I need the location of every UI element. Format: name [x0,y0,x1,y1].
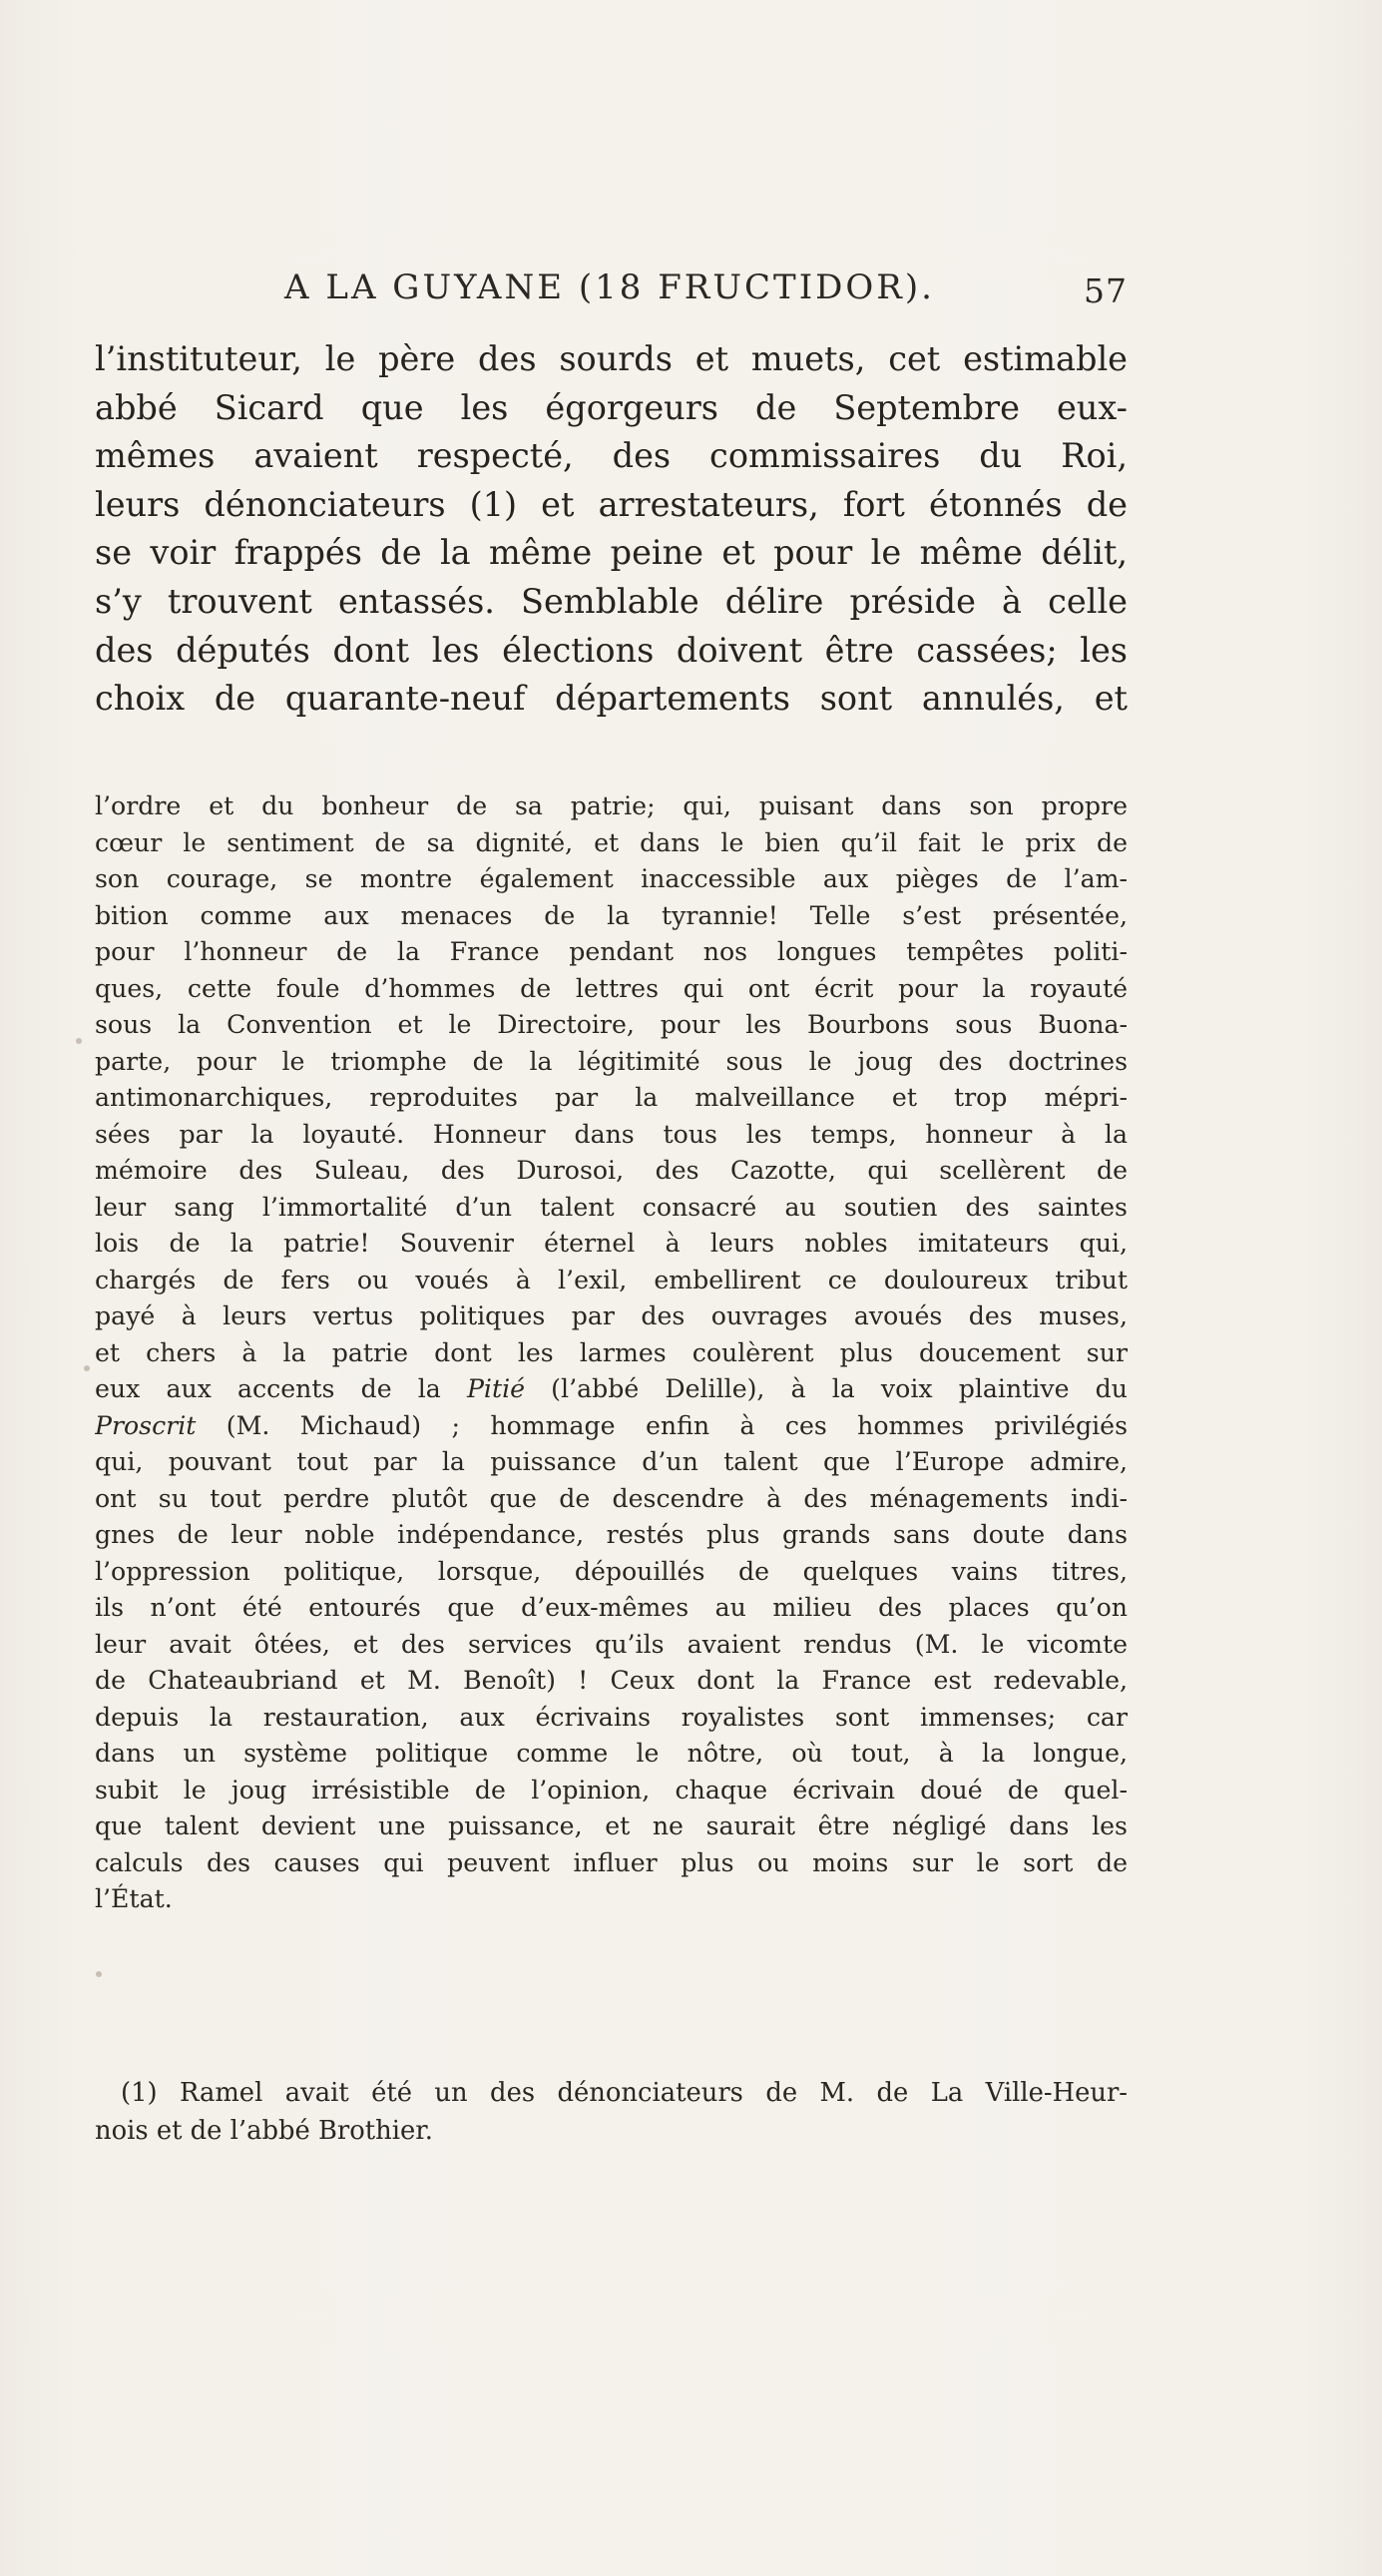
note-line: dans un système politique comme le nôtre, où tout, à la longue, [95,1739,1128,1768]
note-line: qui, pouvant tout par la puissance d’un talent que l’Europe admire, [95,1447,1128,1476]
note-line: chargés de fers ou voués à l’exil, embellirent ce douloureux tribut [95,1265,1128,1294]
note-line: payé à leurs vertus politiques par des ouvrages avoués des muses, [95,1301,1128,1330]
main-text-line: l’instituteur, le père des sourds et muets, cet estimable [95,339,1128,378]
footnote-line: (1) Ramel avait été un des dénonciateurs de M. de La Ville-Heur- [121,2078,1128,2108]
note-line: ques, cette foule d’hommes de lettres qui ont écrit pour la royauté [95,973,1128,1003]
note-line: et chers à la patrie dont les larmes coulèrent plus doucement sur [95,1337,1128,1367]
running-title: A LA GUYANE (18 FRUCTIDOR). [284,267,935,307]
paper-speck [96,1971,102,1977]
note-text-segment: (l’abbé Delille), à la voix plaintive du [525,1374,1128,1403]
note-line: ils n’ont été entourés que d’eux-mêmes au milieu des places qu’on [95,1593,1128,1622]
paper-speck [84,1365,90,1371]
main-text-line: leurs dénonciateurs (1) et arrestateurs, fort étonnés de [95,484,1128,524]
note-line: depuis la restauration, aux écrivains royalistes sont immenses; car [95,1702,1128,1732]
footnote [95,2074,1128,2150]
note-continuation [95,788,1128,1918]
note-line: gnes de leur noble indépendance, restés plus grands sans doute dans [95,1520,1128,1549]
note-line: sous la Convention et le Directoire, pour les Bourbons sous Buona- [95,1010,1128,1039]
main-text-line: s’y trouvent entassés. Semblable délire préside à celle [95,581,1128,621]
note-line-pitie [95,1371,1128,1408]
work-title-pitie: Pitié [466,1374,526,1403]
note-line: ont su tout perdre plutôt que de descendre à des ménagements indi- [95,1483,1128,1513]
note-line: l’ordre et du bonheur de sa patrie; qui, puisant dans son propre [95,791,1128,820]
note-line: mémoire des Suleau, des Durosoi, des Cazotte, qui scellèrent de [95,1156,1128,1185]
note-line: parte, pour le triomphe de la légitimité sous le joug des doctrines [95,1046,1128,1076]
main-text-line: choix de quarante-neuf départements sont annulés, et [95,679,1128,719]
footnote-line: nois et de l’abbé Brothier. [95,2116,433,2146]
work-title-proscrit: Proscrit [95,1410,197,1440]
note-line: l’oppression politique, lorsque, dépouillés de quelques vains titres, [95,1556,1128,1586]
main-text-line: se voir frappés de la même peine et pour le même délit, [95,533,1128,573]
main-text-line: des députés dont les élections doivent être cassées; les [95,630,1128,670]
note-line: de Chateaubriand et M. Benoît) ! Ceux dont la France est redevable, [95,1666,1128,1695]
note-line: antimonarchiques, reproduites par la malveillance et trop mépri- [95,1083,1128,1112]
main-text [95,335,1128,724]
note-line: l’État. [95,1884,173,1913]
note-line: son courage, se montre également inaccessible aux pièges de l’am- [95,864,1128,893]
note-text-segment: eux aux accents de la [95,1374,467,1403]
page-number: 57 [1084,271,1128,310]
note-text-segment: (M. Michaud) ; hommage enfin à ces hommes privilégiés [196,1410,1128,1440]
paper-speck [76,1038,82,1044]
note-line: bition comme aux menaces de la tyrannie! Telle s’est présentée, [95,900,1128,930]
note-line-proscrit [95,1408,1128,1445]
note-line: leur avait ôtées, et des services qu’ils avaient rendus (M. le vicomte [95,1629,1128,1659]
note-line: que talent devient une puissance, et ne saurait être négligé dans les [95,1811,1128,1840]
note-line: lois de la patrie! Souvenir éternel à leurs nobles imitateurs qui, [95,1229,1128,1258]
note-line: subit le joug irrésistible de l’opinion, chaque écrivain doué de quel- [95,1775,1128,1804]
note-line: calculs des causes qui peuvent influer plus ou moins sur le sort de [95,1847,1128,1877]
main-text-line: abbé Sicard que les égorgeurs de Septembre eux- [95,387,1128,427]
note-line: pour l’honneur de la France pendant nos longues tempêtes politi- [95,937,1128,966]
note-line: sées par la loyauté. Honneur dans tous les temps, honneur à la [95,1119,1128,1149]
main-text-line: mêmes avaient respecté, des commissaires du Roi, [95,436,1128,476]
note-line: cœur le sentiment de sa dignité, et dans le bien qu’il fait le prix de [95,827,1128,857]
note-line: leur sang l’immortalité d’un talent consacré au soutien des saintes [95,1192,1128,1222]
page-header [95,267,1128,317]
